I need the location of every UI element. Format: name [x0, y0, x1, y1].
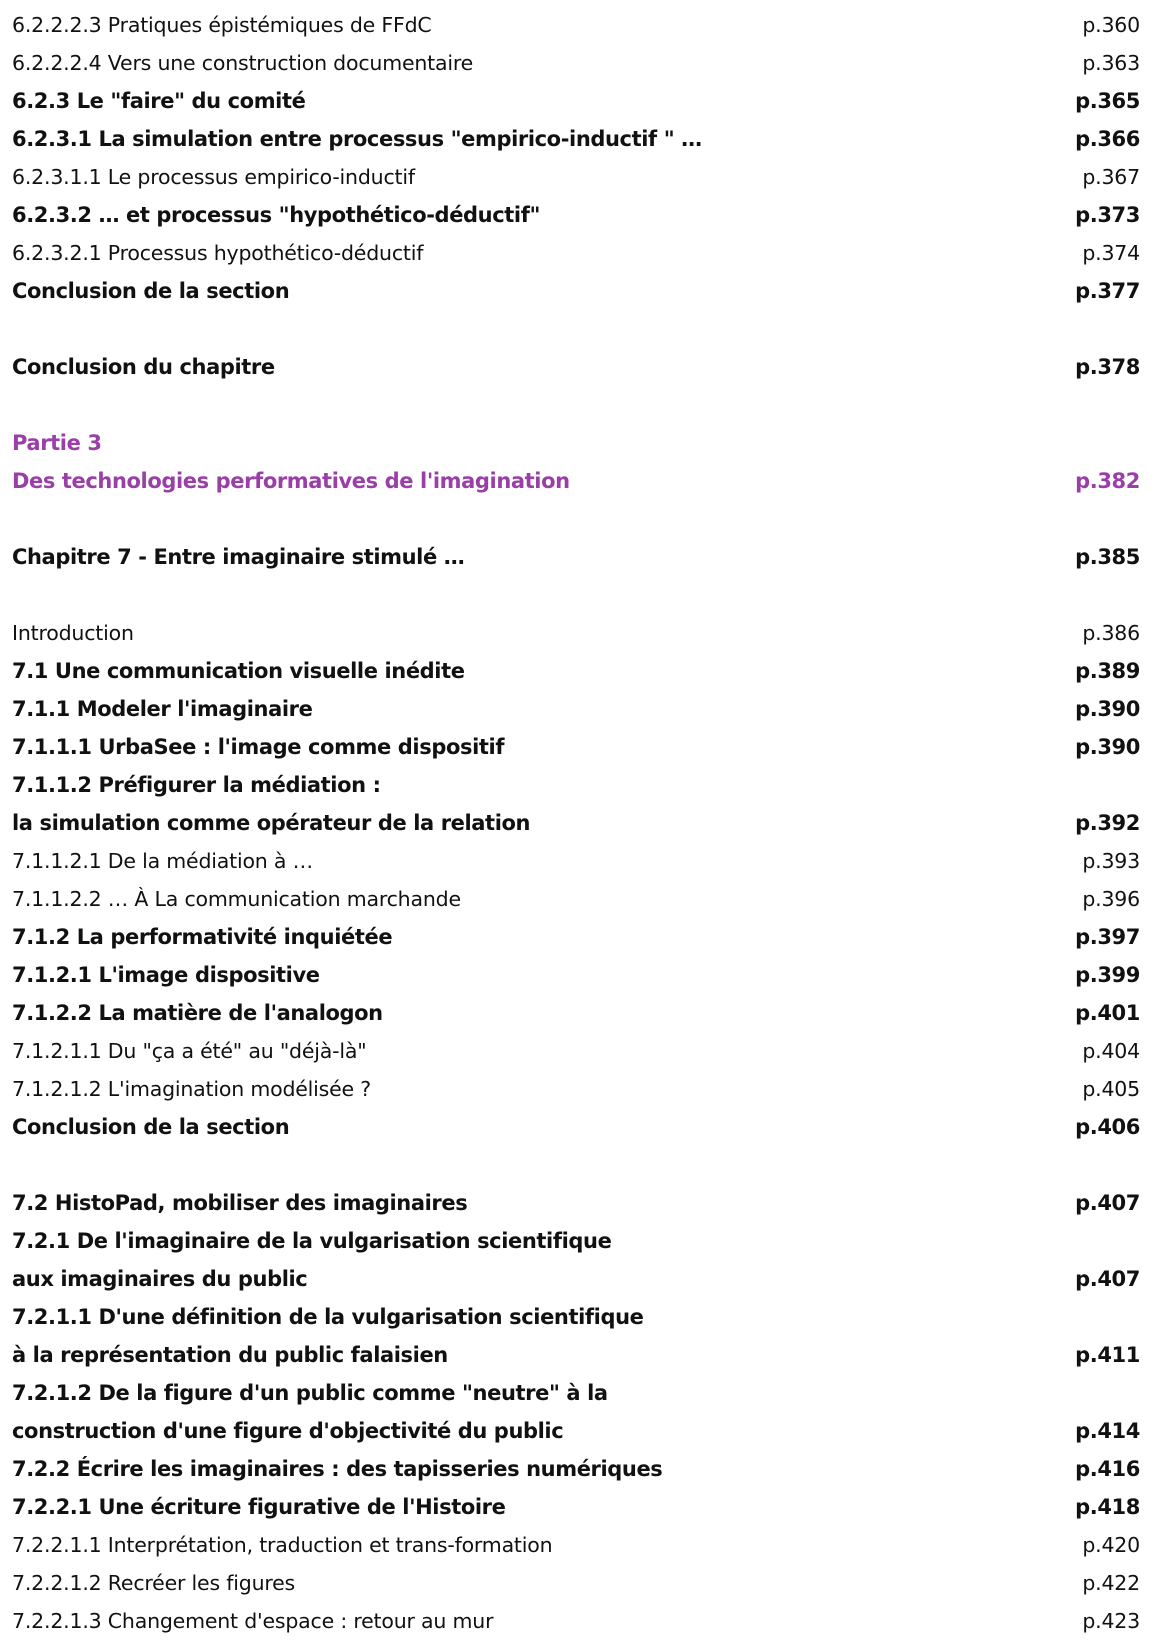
toc-entry-page: p.392: [1075, 811, 1140, 835]
spacer: [12, 310, 1140, 348]
toc-entry-title: Des technologies performatives de l'imagination: [12, 469, 570, 493]
toc-entry-title: 6.2.3.2.1 Processus hypothético-déductif: [12, 241, 424, 265]
toc-entry-title: 7.2 HistoPad, mobiliser des imaginaires: [12, 1191, 468, 1215]
toc-entry-page: p.407: [1075, 1191, 1140, 1215]
toc-entry-title: 7.2.1 De l'imaginaire de la vulgarisation scientifique: [12, 1229, 612, 1253]
toc-entry-page: p.386: [1082, 621, 1140, 645]
toc-entry: [12, 1412, 1140, 1450]
toc-entry: [12, 82, 1140, 120]
toc-entry: [12, 1260, 1140, 1298]
toc-entry-page: p.416: [1075, 1457, 1140, 1481]
toc-entry-page: p.418: [1075, 1495, 1140, 1519]
toc-entry-title: Conclusion du chapitre: [12, 355, 275, 379]
spacer: [12, 386, 1140, 424]
toc-entry-title: 7.1.1.2.1 De la médiation à …: [12, 849, 313, 873]
toc-entry-title: 7.2.1.1 D'une définition de la vulgarisation scientifique: [12, 1305, 644, 1329]
toc-entry-page: p.360: [1082, 13, 1140, 37]
toc-entry-page: p.396: [1082, 887, 1140, 911]
toc-entry: [12, 538, 1140, 576]
toc-entry: [12, 690, 1140, 728]
toc-entry: [12, 1488, 1140, 1526]
toc-entry-title: 7.2.1.2 De la figure d'un public comme "neutre" à la: [12, 1381, 608, 1405]
toc-entry-title: 6.2.3.1.1 Le processus empirico-inductif: [12, 165, 415, 189]
toc-entry-title: construction d'une figure d'objectivité du public: [12, 1419, 564, 1443]
toc-entry-page: p.411: [1075, 1343, 1140, 1367]
toc-entry-page: p.405: [1082, 1077, 1140, 1101]
toc-entry-title: 7.1 Une communication visuelle inédite: [12, 659, 465, 683]
toc-entry: [12, 234, 1140, 272]
toc-entry-page: p.366: [1075, 127, 1140, 151]
toc-entry: [12, 1298, 1140, 1336]
toc-entry: [12, 1602, 1140, 1640]
toc-entry-page: p.399: [1075, 963, 1140, 987]
toc-entry-title: 7.1.1.2 Préfigurer la médiation :: [12, 773, 381, 797]
toc-entry-page: p.382: [1075, 469, 1140, 493]
toc-entry: [12, 1070, 1140, 1108]
toc-entry-title: 7.2.2 Écrire les imaginaires : des tapisseries numériques: [12, 1457, 663, 1481]
toc-entry: [12, 1222, 1140, 1260]
toc-entry: [12, 1108, 1140, 1146]
toc-entry-title: 6.2.2.2.3 Pratiques épistémiques de FFdC: [12, 13, 432, 37]
toc-entry: [12, 120, 1140, 158]
toc-entry-title: 7.1.1.2.2 … À La communication marchande: [12, 887, 461, 911]
toc-entry-title: 7.1.2.1 L'image dispositive: [12, 963, 320, 987]
spacer: [12, 1146, 1140, 1184]
toc-entry: [12, 158, 1140, 196]
toc-entry-title: Conclusion de la section: [12, 1115, 290, 1139]
toc-entry-page: p.377: [1075, 279, 1140, 303]
toc-entry-page: p.363: [1082, 51, 1140, 75]
toc-entry: [12, 880, 1140, 918]
toc-entry-title: 7.2.2.1.1 Interprétation, traduction et trans-formation: [12, 1533, 553, 1557]
toc-entry-title: 7.1.1.1 UrbaSee : l'image comme dispositif: [12, 735, 505, 759]
toc-entry: [12, 44, 1140, 82]
toc-entry-title: à la représentation du public falaisien: [12, 1343, 448, 1367]
toc-entry-title: 6.2.3.1 La simulation entre processus "empirico-inductif " …: [12, 127, 702, 151]
toc-entry-page: p.423: [1082, 1609, 1140, 1633]
toc-entry-page: p.420: [1082, 1533, 1140, 1557]
toc-entry: [12, 272, 1140, 310]
toc-entry: [12, 6, 1140, 44]
toc-entry: [12, 728, 1140, 766]
toc-entry: [12, 462, 1140, 500]
toc-entry: [12, 1336, 1140, 1374]
toc-entry: [12, 614, 1140, 652]
toc-entry-page: p.378: [1075, 355, 1140, 379]
toc-entry: [12, 1184, 1140, 1222]
toc-entry-title: 7.2.2.1 Une écriture figurative de l'Histoire: [12, 1495, 506, 1519]
toc-entry-title: 7.2.2.1.3 Changement d'espace : retour au mur: [12, 1609, 494, 1633]
toc-entry: [12, 424, 1140, 462]
toc-entry: [12, 1450, 1140, 1488]
toc-entry-page: p.414: [1075, 1419, 1140, 1443]
toc-entry-title: Chapitre 7 - Entre imaginaire stimulé …: [12, 545, 465, 569]
toc-entry: [12, 652, 1140, 690]
toc-entry-page: p.385: [1075, 545, 1140, 569]
toc-entry-title: 7.1.2.2 La matière de l'analogon: [12, 1001, 383, 1025]
toc-entry-title: 7.1.2 La performativité inquiétée: [12, 925, 393, 949]
toc-entry-page: p.373: [1075, 203, 1140, 227]
toc-entry: [12, 196, 1140, 234]
toc-entry-title: Introduction: [12, 621, 134, 645]
toc-entry-page: p.401: [1075, 1001, 1140, 1025]
toc-entry-page: p.407: [1075, 1267, 1140, 1291]
toc-entry: [12, 348, 1140, 386]
toc-entry-page: p.406: [1075, 1115, 1140, 1139]
toc-entry-title: 7.1.1 Modeler l'imaginaire: [12, 697, 313, 721]
toc-entry-title: 7.2.2.1.2 Recréer les figures: [12, 1571, 296, 1595]
toc-entry-title: la simulation comme opérateur de la relation: [12, 811, 531, 835]
toc-entry: [12, 994, 1140, 1032]
toc-entry-page: p.397: [1075, 925, 1140, 949]
toc-entry-title: 6.2.3.2 … et processus "hypothético-déductif": [12, 203, 540, 227]
toc-entry-page: p.365: [1075, 89, 1140, 113]
spacer: [12, 500, 1140, 538]
toc-entry-page: p.374: [1082, 241, 1140, 265]
toc-entry: [12, 1374, 1140, 1412]
toc-entry-title: Conclusion de la section: [12, 279, 290, 303]
toc-entry: [12, 1526, 1140, 1564]
toc-entry: [12, 766, 1140, 804]
toc-entry-title: aux imaginaires du public: [12, 1267, 308, 1291]
toc-entry-title: Partie 3: [12, 431, 102, 455]
toc-entry-page: p.367: [1082, 165, 1140, 189]
spacer: [12, 576, 1140, 614]
toc-entry-page: p.393: [1082, 849, 1140, 873]
toc-entry-title: 6.2.3 Le "faire" du comité: [12, 89, 306, 113]
toc-entry-page: p.390: [1075, 697, 1140, 721]
toc-entry: [12, 1032, 1140, 1070]
toc-entry-title: 7.1.2.1.2 L'imagination modélisée ?: [12, 1077, 371, 1101]
toc-entry-title: 6.2.2.2.4 Vers une construction documentaire: [12, 51, 474, 75]
toc-entry-page: p.389: [1075, 659, 1140, 683]
toc-entry: [12, 918, 1140, 956]
toc-entry: [12, 956, 1140, 994]
toc-entry-page: p.404: [1082, 1039, 1140, 1063]
toc-entry: [12, 804, 1140, 842]
toc-entry: [12, 842, 1140, 880]
toc-entry-page: p.390: [1075, 735, 1140, 759]
table-of-contents: [12, 6, 1140, 1640]
toc-entry-title: 7.1.2.1.1 Du "ça a été" au "déjà-là": [12, 1039, 367, 1063]
toc-entry-page: p.422: [1082, 1571, 1140, 1595]
toc-entry: [12, 1564, 1140, 1602]
